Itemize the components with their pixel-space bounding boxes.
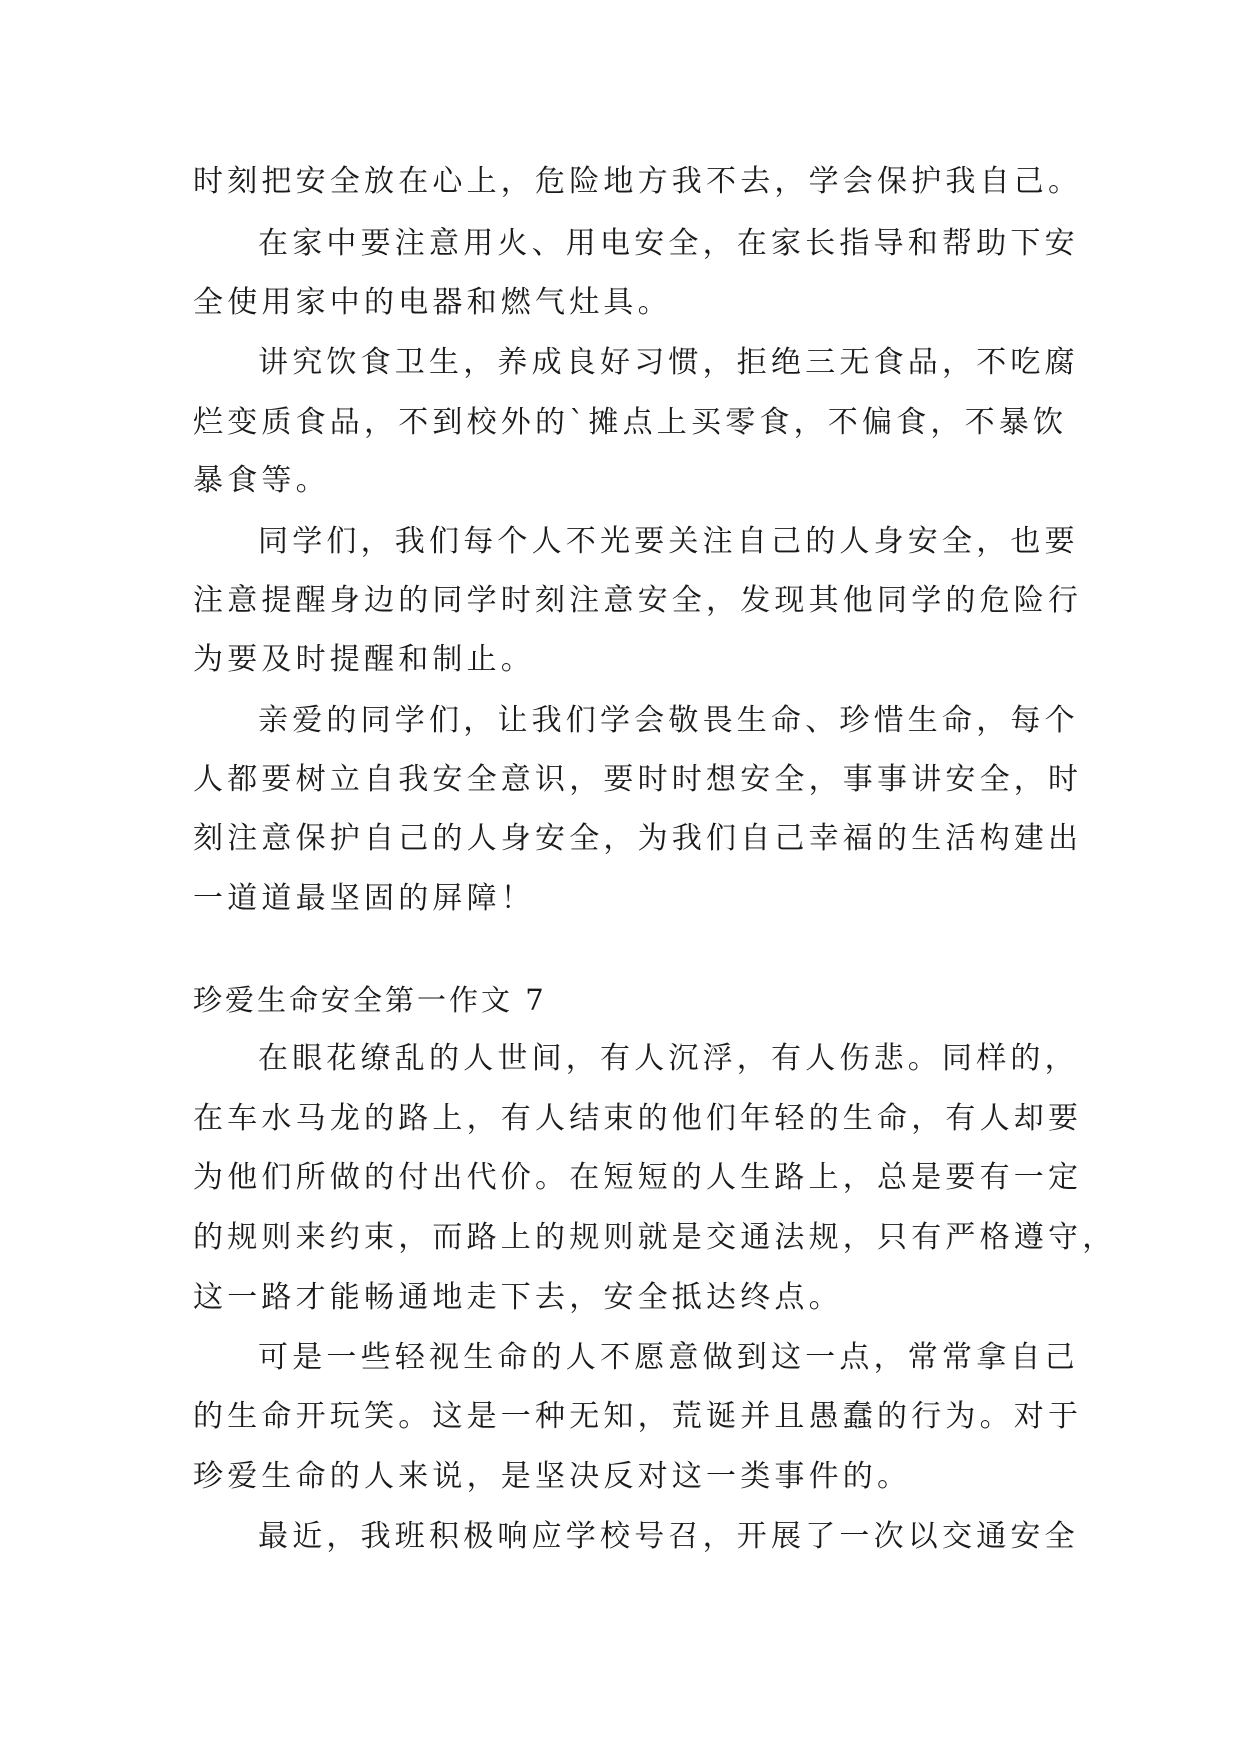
paragraph-line: 全使用家中的电器和燃气灶具。 bbox=[193, 285, 672, 320]
paragraph-line: 珍爱生命的人来说，是坚决反对这一类事件的。 bbox=[193, 1459, 912, 1494]
paragraph-line: 一道道最坚固的屏障！ bbox=[193, 881, 535, 916]
paragraph-line: 在车水马龙的路上，有人结束的他们年轻的生命，有人却要 bbox=[193, 1101, 1083, 1136]
paragraph-line: 的规则来约束，而路上的规则就是交通法规，只有严格遵守， bbox=[193, 1220, 1117, 1255]
paragraph-line: 讲究饮食卫生，养成良好习惯，拒绝三无食品，不吃腐 bbox=[258, 345, 1079, 380]
paragraph-line: 人都要树立自我安全意识，要时时想安全，事事讲安全，时 bbox=[193, 762, 1083, 797]
paragraph-line: 暴食等。 bbox=[193, 463, 330, 498]
section-title: 珍爱生命安全第一作文 7 bbox=[193, 983, 547, 1017]
paragraph-line: 时刻把安全放在心上，危险地方我不去，学会保护我自己。 bbox=[193, 164, 1083, 199]
paragraph-line: 在眼花缭乱的人世间，有人沉浮，有人伤悲。同样的， bbox=[258, 1041, 1079, 1076]
paragraph-line: 最近，我班积极响应学校号召，开展了一次以交通安全 bbox=[258, 1519, 1079, 1554]
paragraph-line: 注意提醒身边的同学时刻注意安全，发现其他同学的危险行 bbox=[193, 583, 1083, 618]
paragraph-line: 的生命开玩笑。这是一种无知，荒诞并且愚蠢的行为。对于 bbox=[193, 1399, 1083, 1434]
paragraph-line: 刻注意保护自己的人身安全，为我们自己幸福的生活构建出 bbox=[193, 821, 1083, 856]
paragraph-line: 在家中要注意用火、用电安全，在家长指导和帮助下安 bbox=[258, 226, 1079, 261]
paragraph-line: 亲爱的同学们，让我们学会敬畏生命、珍惜生命，每个 bbox=[258, 703, 1079, 738]
paragraph-line: 同学们，我们每个人不光要关注自己的人身安全，也要 bbox=[258, 524, 1079, 559]
paragraph-line: 这一路才能畅通地走下去，安全抵达终点。 bbox=[193, 1280, 843, 1315]
paragraph-line: 为他们所做的付出代价。在短短的人生路上，总是要有一定 bbox=[193, 1160, 1083, 1195]
paragraph-line: 烂变质食品，不到校外的`摊点上买零食，不偏食，不暴饮 bbox=[193, 405, 1068, 440]
paragraph-line: 可是一些轻视生命的人不愿意做到这一点，常常拿自己 bbox=[258, 1340, 1079, 1375]
paragraph-line: 为要及时提醒和制止。 bbox=[193, 642, 535, 677]
